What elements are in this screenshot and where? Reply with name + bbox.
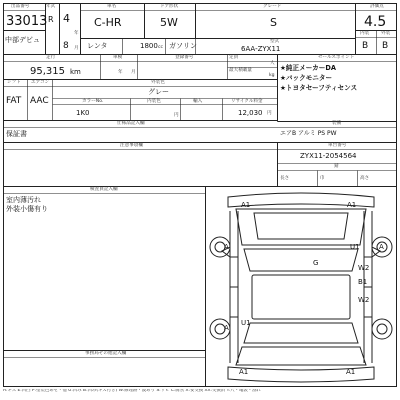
capacity-label: 定員	[229, 55, 239, 60]
exterior-label: 外装	[381, 31, 391, 36]
mileage-unit: km	[70, 68, 81, 76]
fuel: ガソリン	[169, 42, 197, 50]
damage-mark: U1	[350, 243, 360, 251]
month-unit: 月	[74, 46, 79, 51]
auction-no-label: 出品番号	[11, 4, 30, 9]
era: R	[48, 15, 54, 24]
damage-legend: A:キズ E:凹凸 P:塗装色あせ・他 U:凹み B:凹み(キズ付き) W:修理跡・波あり S:サビ C:腐食 X:要交換 XX:交換済 Y:穴・亀裂・割れ	[3, 389, 261, 393]
exterior-grade: B	[382, 41, 389, 51]
door-label: ドア形状	[160, 4, 179, 9]
remarks: 保証書	[6, 130, 27, 138]
inspection-label: 車検	[113, 55, 123, 60]
damage-mark: A	[379, 243, 384, 251]
month: 8	[63, 41, 69, 51]
usage: レンタ	[87, 42, 108, 50]
damage-mark: A	[224, 324, 229, 332]
chassis-label: 車台番号	[328, 143, 347, 148]
mileage-label: 走行	[46, 55, 56, 60]
inspector-label: 検査員記入欄	[90, 187, 118, 192]
score-label: 評価点	[370, 4, 384, 9]
inspection-year-unit: 年	[118, 70, 123, 75]
damage-mark: G	[313, 259, 319, 267]
selling-point-item: ★純正メーカーDA	[280, 64, 336, 72]
color-no: 1K0	[76, 109, 90, 117]
ac-label: エアコン	[31, 80, 50, 85]
year-label: 年式	[46, 4, 56, 9]
loading-unit: kg	[269, 73, 275, 78]
width-label: 巾	[320, 176, 325, 181]
selling-point-item: ★トヨタセーフティセンス	[280, 84, 358, 92]
interior-grade: B	[362, 41, 369, 51]
damage-mark: U1	[241, 319, 251, 327]
ext-color: グレー	[148, 88, 169, 96]
recycle: 12,030	[238, 109, 263, 117]
damage-mark: A1	[346, 368, 356, 376]
damage-mark: A1	[241, 201, 251, 209]
damage-mark: A1	[347, 201, 357, 209]
auction-no: 33013	[6, 14, 48, 29]
car-name-label: 車名	[107, 4, 117, 9]
inspector-note: 外装小傷有り	[6, 205, 48, 213]
model: 6AA-ZYX11	[241, 45, 281, 53]
displacement: 1800	[140, 42, 158, 50]
length-label: 長さ	[280, 176, 290, 181]
damage-mark: A1	[239, 368, 249, 376]
rust-label: 錆	[334, 164, 339, 169]
door: 5W	[160, 16, 178, 29]
int-color-label: 内装色	[147, 99, 161, 104]
ext-color-label: 外装色	[151, 80, 165, 85]
remarks-label: 仕様品記入欄	[117, 121, 145, 126]
chassis-number: ZYX11-2054564	[300, 152, 357, 160]
recycle-unit: 円	[267, 111, 272, 116]
equipment-label: 装備	[332, 121, 342, 126]
recycle-label: リサイクル料金	[231, 99, 263, 104]
ac: AAC	[30, 96, 49, 106]
shift-label: シフト	[7, 80, 21, 85]
grade: S	[270, 16, 277, 29]
model-label: 型式	[270, 39, 280, 44]
shift: FAT	[6, 96, 22, 106]
car-damage-diagram	[206, 187, 396, 386]
damage-mark: B1	[358, 278, 368, 286]
damage-mark: W2	[358, 296, 370, 304]
selling-points-label: セールスポイント	[318, 55, 355, 60]
debut-text: 中部デビュ	[5, 36, 40, 44]
yen-unit: 円	[174, 113, 179, 118]
color-no-label: カラーNo.	[82, 99, 104, 104]
grade-label: グレード	[263, 4, 282, 9]
score: 4.5	[364, 14, 387, 30]
inspection-month-unit: 月	[131, 70, 136, 75]
mileage: 95,315	[30, 66, 65, 77]
car-name: C-HR	[94, 16, 122, 29]
loading-label: 最大積載量	[229, 68, 252, 73]
interior-label: 内装	[360, 31, 370, 36]
displacement-unit: cc	[158, 45, 164, 50]
year: 4	[63, 12, 70, 25]
equipment-text: エアB アルミ PS PW	[280, 130, 337, 137]
office-label: 事務局その他記入欄	[85, 351, 127, 356]
damage-mark: W2	[358, 264, 370, 272]
selling-point-item: ★バックモニター	[280, 74, 333, 82]
inspector-note: 室内薄汚れ	[6, 196, 41, 204]
registration-label: 登録番号	[175, 55, 194, 60]
damage-mark: A	[224, 243, 229, 251]
year-unit: 年	[74, 31, 79, 36]
height-label: 高さ	[360, 176, 370, 181]
import-label: 輸入	[193, 99, 203, 104]
notes-label: 注意事項欄	[120, 143, 143, 148]
capacity-unit: 人	[270, 61, 275, 66]
